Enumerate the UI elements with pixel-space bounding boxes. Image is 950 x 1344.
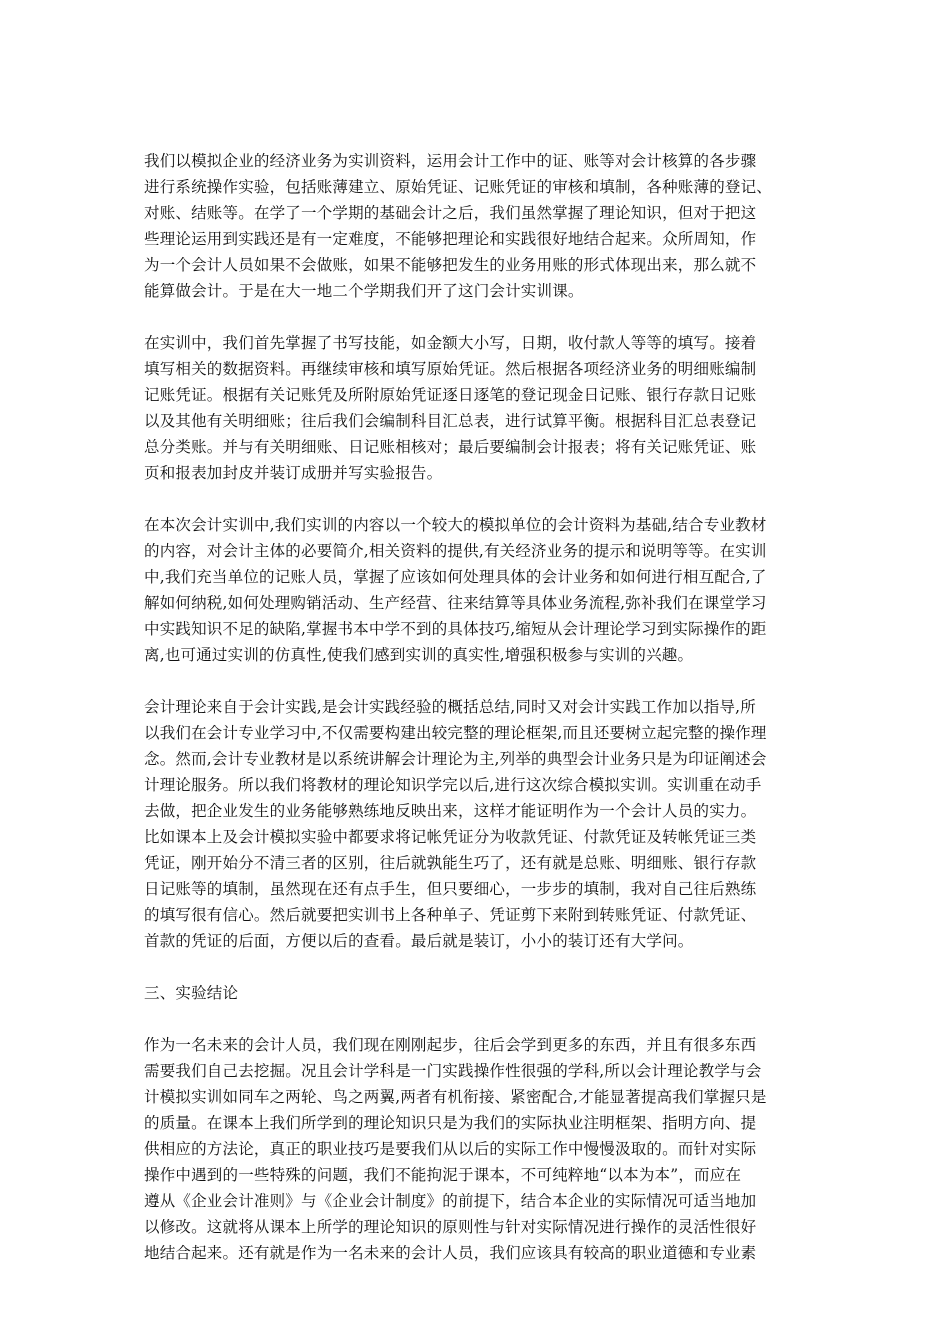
text-line: 比如课本上及会计模拟实验中都要求将记帐凭证分为收款凭证、付款凭证及转帐凭证三类 (144, 828, 757, 846)
text-line: 的质量。在课本上我们所学到的理论知识只是为我们的实际执业注明框架、指明方向、提 (144, 1114, 757, 1132)
section-heading (144, 980, 804, 1006)
text-line: 供相应的方法论，真正的职业技巧是要我们从以后的实际工作中慢慢汲取的。而针对实际 (144, 1140, 757, 1158)
text-line: 会计理论来自于会计实践,是会计实践经验的概括总结,同时又对会计实践工作加以指导,所 (144, 698, 756, 716)
paragraph-training-content (144, 512, 804, 668)
text-line: 操作中遇到的一些特殊的问题，我们不能拘泥于课本，不可纯粹地“以本为本”，而应在 (144, 1166, 742, 1184)
text-line: 能算做会计。于是在大一地二个学期我们开了这门会计实训课。 (144, 282, 584, 300)
text-line: 的内容，对会计主体的必要简介,相关资料的提供,有关经济业务的提示和说明等等。在实训 (144, 542, 767, 560)
text-line: 凭证，刚开始分不清三者的区别，往后就孰能生巧了，还有就是总账、明细账、银行存款 (144, 854, 757, 872)
paragraph-conclusion (144, 1032, 804, 1266)
text-line: 计理论服务。所以我们将教材的理论知识学完以后,进行这次综合模拟实训。实训重在动手 (144, 776, 762, 794)
text-line: 总分类账。并与有关明细账、日记账相核对；最后要编制会计报表；将有关记账凭证、账 (144, 438, 757, 456)
text-line: 念。然而,会计专业教材是以系统讲解会计理论为主,列举的典型会计业务只是为印证阐述会 (144, 750, 767, 768)
paragraph-theory-practice (144, 694, 804, 954)
text-line: 些理论运用到实践还是有一定难度，不能够把理论和实践很好地结合起来。众所周知，作 (144, 230, 757, 248)
text-line: 以修改。这就将从课本上所学的理论知识的原则性与针对实际情况进行操作的灵活性很好 (144, 1218, 757, 1236)
text-line: 日记账等的填制，虽然现在还有点手生，但只要细心，一步步的填制，我对自己往后熟练 (144, 880, 757, 898)
text-line: 的填写很有信心。然后就要把实训书上各种单子、凭证剪下来附到转账凭证、付款凭证、 (144, 906, 757, 924)
text-line: 为一个会计人员如果不会做账，如果不能够把发生的业务用账的形式体现出来，那么就不 (144, 256, 757, 274)
text-line: 页和报表加封皮并装订成册并写实验报告。 (144, 464, 443, 482)
text-line: 中,我们充当单位的记账人员，掌握了应该如何处理具体的会计业务和如何进行相互配合,了 (144, 568, 767, 586)
text-line: 填写相关的数据资料。再继续审核和填写原始凭证。然后根据各项经济业务的明细账编制 (144, 360, 757, 378)
text-line: 去做，把企业发生的业务能够熟练地反映出来，这样才能证明作为一个会计人员的实力。 (144, 802, 757, 820)
text-line: 对账、结账等。在学了一个学期的基础会计之后，我们虽然掌握了理论知识，但对于把这 (144, 204, 757, 222)
text-line: 我们以模拟企业的经济业务为实训资料，运用会计工作中的证、账等对会计核算的各步骤 (144, 152, 757, 170)
text-line: 离,也可通过实训的仿真性,使我们感到实训的真实性,增强积极参与实训的兴趣。 (144, 646, 694, 664)
text-line: 解如何纳税,如何处理购销活动、生产经营、往来结算等具体业务流程,弥补我们在课堂学习 (144, 594, 767, 612)
text-line: 记账凭证。根据有关记账凭及所附原始凭证逐日逐笔的登记现金日记账、银行存款日记账 (144, 386, 757, 404)
text-line: 中实践知识不足的缺陷,掌握书本中学不到的具体技巧,缩短从会计理论学习到实际操作的距 (144, 620, 767, 638)
text-line: 进行系统操作实验，包括账薄建立、原始凭证、记账凭证的审核和填制，各种账薄的登记、 (144, 178, 773, 196)
text-line: 以我们在会计专业学习中,不仅需要构建出较完整的理论框架,而且还要树立起完整的操作理 (144, 724, 767, 742)
text-line: 在实训中，我们首先掌握了书写技能，如金额大小写，日期，收付款人等等的填写。接着 (144, 334, 757, 352)
section-heading-text: 三、实验结论 (144, 984, 239, 1002)
text-line: 遵从《企业会计准则》与《企业会计制度》的前提下，结合本企业的实际情况可适当地加 (144, 1192, 757, 1210)
paragraph-intro (144, 148, 804, 304)
text-line: 首款的凭证的后面，方便以后的查看。最后就是装订，小小的装订还有大学问。 (144, 932, 694, 950)
document-body (144, 148, 804, 1292)
text-line: 需要我们自己去挖掘。况且会计学科是一门实践操作性很强的学科,所以会计理论教学与会 (144, 1062, 762, 1080)
text-line: 以及其他有关明细账；往后我们会编制科目汇总表，进行试算平衡。根据科目汇总表登记 (144, 412, 757, 430)
text-line: 地结合起来。还有就是作为一名未来的会计人员，我们应该具有较高的职业道德和专业素 (144, 1244, 757, 1262)
paragraph-training-process (144, 330, 804, 486)
text-line: 在本次会计实训中,我们实训的内容以一个较大的模拟单位的会计资料为基础,结合专业教材 (144, 516, 767, 534)
text-line: 作为一名未来的会计人员，我们现在刚刚起步，往后会学到更多的东西，并且有很多东西 (144, 1036, 757, 1054)
text-line: 计模拟实训如同车之两轮、鸟之两翼,两者有机衔接、紧密配合,才能显著提高我们掌握只是 (144, 1088, 767, 1106)
